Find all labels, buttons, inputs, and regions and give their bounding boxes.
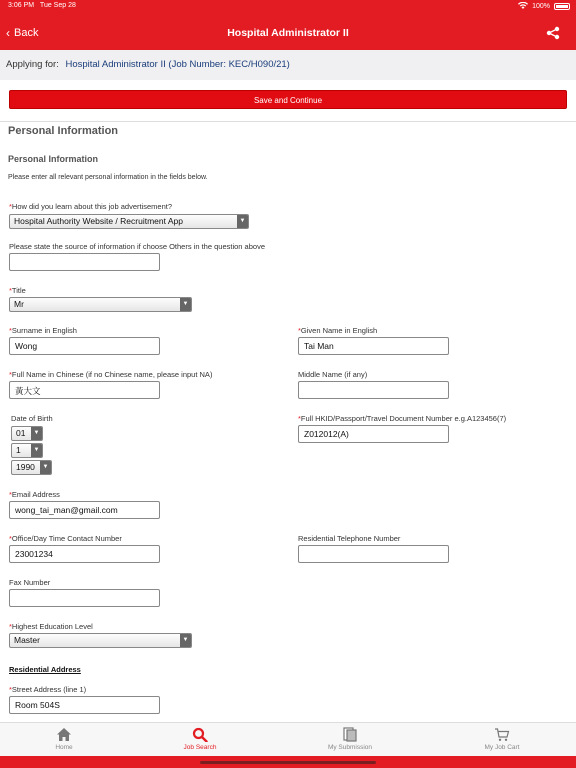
given-name-input[interactable]: Tai Man [298,337,449,355]
document-icon [342,727,358,742]
middle-name-label: Middle Name (if any) [298,370,368,379]
source-other-label: Please state the source of information if choose Others in the question above [9,242,265,251]
tab-my-job-cart[interactable] [452,727,552,751]
tab-home[interactable] [14,727,114,751]
save-and-continue-button[interactable]: Save and Continue [9,90,567,109]
applying-for-bar [0,50,576,80]
tab-home-label: Home [55,744,73,751]
surname-input[interactable]: Wong [9,337,160,355]
fax-label: Fax Number [9,578,51,587]
email-label-text: Email Address [11,490,60,499]
how-learned-value: Hospital Authority Website / Recruitment App [14,216,183,226]
applying-job: Hospital Administrator II (Job Number: KEC/H090/21) [65,59,290,70]
required-mark: * [298,414,301,423]
share-icon[interactable] [546,26,560,40]
required-mark: * [9,370,12,379]
how-learned-select[interactable] [9,214,249,229]
home-phone-input[interactable] [298,545,449,563]
clock-date: Tue Sep 28 [39,2,76,9]
street1-label [9,685,86,694]
chevron-down-icon: ▼ [40,461,51,474]
home-phone-label: Residential Telephone Number [298,534,401,543]
instructions: Please enter all relevant personal information in the fields below. [8,174,208,181]
battery-icon [554,3,570,10]
tab-job-search-label: Job Search [183,744,217,751]
chinese-name-input[interactable]: 黃大文 [9,381,160,399]
surname-label-text: Surname in English [11,326,77,335]
office-phone-label [9,534,122,543]
fax-input[interactable] [9,589,160,607]
tab-my-submission[interactable] [300,727,400,751]
required-mark: * [9,685,12,694]
chevron-down-icon: ▼ [31,444,42,457]
home-indicator [200,761,376,764]
subsection-title: Personal Information [8,154,99,164]
dob-month-select[interactable] [11,443,43,458]
chevron-down-icon: ▼ [180,298,191,311]
chevron-left-icon: ‹ [6,26,10,40]
back-label: Back [14,27,39,39]
status-right [518,2,570,11]
page-title: Hospital Administrator II [227,27,349,39]
surname-label [9,326,77,335]
clock-time: 3:06 PM [8,2,35,9]
residential-address-title: Residential Address [9,665,81,674]
required-mark: * [298,326,301,335]
wifi-icon [518,2,528,11]
title-label-text: Title [11,286,26,295]
dob-month-value: 1 [16,445,21,455]
education-select[interactable] [9,633,192,648]
required-mark: * [9,326,12,335]
office-phone-input[interactable]: 23001234 [9,545,160,563]
battery-percent: 100% [532,3,550,10]
email-input[interactable]: wong_tai_man@gmail.com [9,501,160,519]
status-bar [6,2,570,12]
dob-year-value: 1990 [16,462,35,472]
required-mark: * [9,490,12,499]
how-learned-label-text: How did you learn about this job advertisement? [11,202,173,211]
street1-input[interactable]: Room 504S [9,696,160,714]
chevron-down-icon: ▼ [31,427,42,440]
chinese-name-label-text: Full Name in Chinese (if no Chinese name, please input NA) [11,370,213,379]
required-mark: * [9,534,12,543]
tab-my-submission-label: My Submission [327,744,373,751]
education-value: Master [14,635,40,645]
email-label [9,490,60,499]
title-select[interactable] [9,297,192,312]
how-learned-label [9,202,172,211]
chinese-name-label [9,370,212,379]
search-icon [192,727,208,742]
required-mark: * [9,622,12,631]
required-mark: * [9,286,12,295]
cart-icon [494,727,510,742]
applying-label: Applying for: [6,59,59,70]
divider [0,121,576,122]
given-name-label-text: Given Name in English [300,326,378,335]
education-label-text: Highest Education Level [11,622,93,631]
home-icon [56,727,72,742]
middle-name-input[interactable] [298,381,449,399]
source-other-input[interactable] [9,253,160,271]
given-name-label [298,326,377,335]
dob-day-value: 01 [16,428,26,438]
id-number-label-text: Full HKID/Passport/Travel Document Number e.g.A123456(7) [300,414,507,423]
street1-label-text: Street Address (line 1) [11,685,87,694]
title-value: Mr [14,299,24,309]
chevron-down-icon: ▼ [180,634,191,647]
tab-my-job-cart-label: My Job Cart [484,744,520,751]
dob-label: Date of Birth [11,414,53,423]
tab-job-search[interactable] [150,727,250,751]
dob-year-select[interactable] [11,460,52,475]
status-time [8,2,76,9]
title-label [9,286,26,295]
top-bar [0,0,576,50]
chevron-down-icon: ▼ [237,215,248,228]
section-title: Personal Information [8,125,119,137]
id-number-input[interactable]: Z012012(A) [298,425,449,443]
education-label [9,622,93,631]
required-mark: * [9,202,12,211]
dob-day-select[interactable] [11,426,43,441]
id-number-label [298,414,506,423]
office-phone-label-text: Office/Day Time Contact Number [11,534,122,543]
